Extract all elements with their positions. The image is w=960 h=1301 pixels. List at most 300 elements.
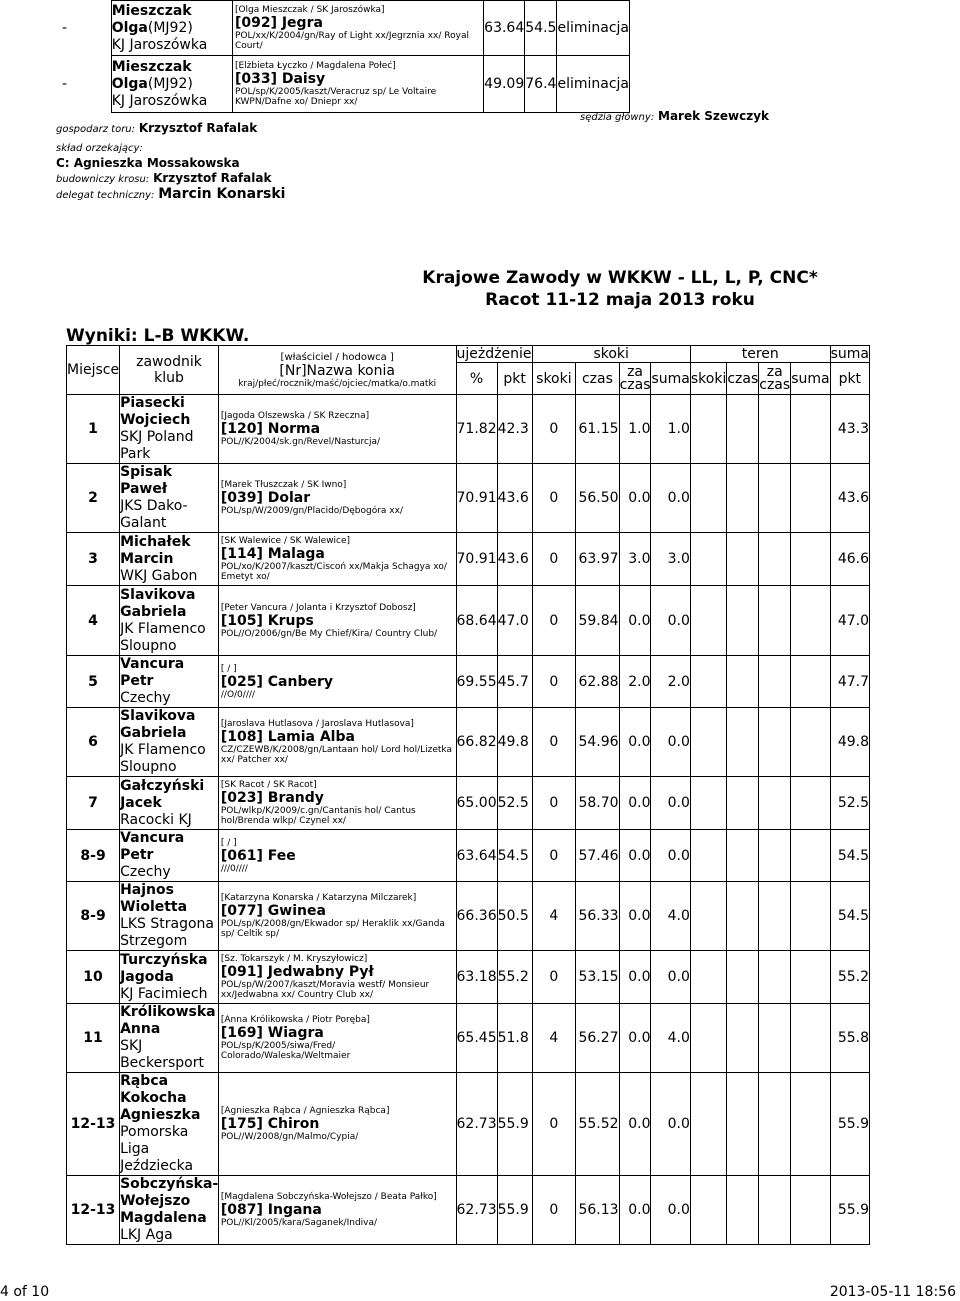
xc-time-pen — [759, 1176, 791, 1245]
jump-total: 4.0 — [651, 1004, 690, 1073]
rider-surname: Slavikova — [120, 586, 196, 603]
club: KJ Jaroszówka — [111, 36, 208, 53]
rider-surname: Hajnos — [120, 882, 174, 898]
horse-cell — [218, 1004, 456, 1073]
club: SKJ Poland Park — [120, 429, 194, 462]
horse-cell — [218, 951, 456, 1004]
jump-time-pen: 0.0 — [619, 464, 651, 533]
jump-total: 0.0 — [651, 708, 690, 777]
jump-time: 58.70 — [576, 777, 619, 830]
xc-time-pen — [759, 951, 791, 1004]
total-points: 46.6 — [830, 533, 869, 586]
place: 3 — [67, 533, 120, 586]
course-designer — [56, 121, 257, 135]
jump-time-pen: 1.0 — [619, 395, 651, 464]
jump-time-pen: 0.0 — [619, 586, 651, 656]
place: 11 — [67, 1004, 120, 1073]
jump-total: 1.0 — [651, 395, 690, 464]
jump-time: 56.50 — [576, 464, 619, 533]
dressage-pct: 68.64 — [456, 586, 497, 656]
rider-first: Paweł — [120, 481, 168, 497]
xc-time — [727, 586, 759, 656]
rider-first: Olga — [111, 19, 148, 36]
xc-time-pen — [759, 533, 791, 586]
xc-time — [727, 656, 759, 708]
rider-first: Magdalena — [120, 1210, 207, 1226]
xc-time-pen — [759, 1073, 791, 1176]
xc-total — [791, 830, 830, 882]
club: JKS Dako-Galant — [120, 498, 188, 531]
horse-cell — [218, 464, 456, 533]
horse-details: POL/xx/K/2004/gn/Ray of Light xx/Jegrznia xx/ Royal Court/ — [234, 31, 469, 51]
horse-details: POL//K/2004/sk.gn/Revel/Nasturcja/ — [220, 437, 380, 447]
horse-details: POL/sp/K/2008/gn/Ekwador sp/ Heraklik xx/Ganda sp/ Celtik sp/ — [220, 919, 445, 939]
rider-surname: Gałczyński — [120, 777, 205, 794]
xc-time — [727, 395, 759, 464]
xc-time — [727, 777, 759, 830]
rider-cell — [120, 951, 219, 1004]
owner: [ / ] — [220, 663, 237, 674]
horse-name: [169] Wiagra — [220, 1025, 324, 1041]
jump-total: 4.0 — [651, 882, 690, 951]
total-points: 43.6 — [830, 464, 869, 533]
place: 10 — [67, 951, 120, 1004]
rider-cell — [120, 777, 219, 830]
judge-name: Marek Szewczyk — [658, 109, 770, 123]
jump-time: 56.13 — [576, 1176, 619, 1245]
jump-time-pen: 0.0 — [619, 951, 651, 1004]
horse-name: [039] Dolar — [220, 490, 311, 506]
jump-faults: 0 — [532, 830, 576, 882]
horse-cell — [218, 830, 456, 882]
jump-faults: 0 — [532, 708, 576, 777]
header-xc: teren — [690, 346, 830, 363]
total-points: 55.9 — [830, 1073, 869, 1176]
rider-first: Jagoda — [120, 968, 174, 985]
jump-time-pen: 3.0 — [619, 533, 651, 586]
page-number: 4 of 10 — [0, 1284, 50, 1300]
club: Czechy — [120, 690, 171, 706]
xc-time-pen — [759, 464, 791, 533]
rider-cell — [120, 464, 219, 533]
rider-first: Wojciech — [120, 412, 191, 428]
xc-faults — [690, 830, 726, 882]
xc-total — [791, 708, 830, 777]
horse-name: [175] Chiron — [220, 1116, 320, 1132]
jump-time: 62.88 — [576, 656, 619, 708]
result-row — [67, 1176, 870, 1245]
jump-time-pen: 0.0 — [619, 882, 651, 951]
course-name: Krzysztof Rafalak — [138, 121, 258, 135]
club: JK Flamenco Sloupno — [120, 742, 206, 775]
xc-faults — [690, 777, 726, 830]
xc-faults — [690, 708, 726, 777]
dressage-pkt: 54.5 — [497, 830, 532, 882]
horse-name: [033] Daisy — [234, 71, 326, 87]
owner: [Elżbieta Łyczko / Magdalena Połeć] — [234, 61, 396, 71]
results-title: Wyniki: L-B WKKW. — [66, 326, 250, 346]
horse-details: POL/sp/K/2005/kaszt/Veracruz sp/ Le Voltaire KWPN/Dafne xo/ Dniepr xx/ — [234, 87, 437, 107]
jump-time: 63.97 — [576, 533, 619, 586]
xc-total — [791, 1176, 830, 1245]
horse-name: [061] Fee — [220, 847, 296, 864]
rider-surname: Michałek — [120, 533, 191, 550]
owner: [Agnieszka Rąbca / Agnieszka Rąbca] — [220, 1106, 390, 1116]
xc-time-pen — [759, 586, 791, 656]
dressage-pct: 71.82 — [456, 395, 497, 464]
jump-total: 0.0 — [651, 586, 690, 656]
rider-first: Jacek — [120, 794, 162, 811]
xc-total — [791, 533, 830, 586]
club: Czechy — [120, 864, 171, 880]
xc-time-pen — [759, 830, 791, 882]
panel-name: C: Agnieszka Mossakowska — [56, 156, 240, 170]
jump-total: 0.0 — [651, 1073, 690, 1176]
jump-total: 0.0 — [651, 830, 690, 882]
result-row — [67, 830, 870, 882]
horse-name: [077] Gwinea — [220, 903, 326, 919]
xc-time — [727, 708, 759, 777]
header-horse-name: [Nr]Nazwa konia — [279, 362, 395, 379]
horse-name: [120] Norma — [220, 421, 321, 437]
xc-total — [791, 777, 830, 830]
xc-total — [791, 464, 830, 533]
jump-total: 2.0 — [651, 656, 690, 708]
total-points: 54.5 — [830, 882, 869, 951]
result-row — [67, 464, 870, 533]
sub-czas: czas — [576, 363, 619, 395]
dressage-pkt: 47.0 — [497, 586, 532, 656]
rider-surname: Mieszczak — [111, 58, 192, 75]
owner: [Marek Tłuszczak / SK Iwno] — [220, 480, 347, 490]
result-row — [67, 882, 870, 951]
result-row — [67, 656, 870, 708]
xc-faults — [690, 656, 726, 708]
xc-faults — [690, 1004, 726, 1073]
horse-cell — [218, 1073, 456, 1176]
rider-first: Petr — [120, 673, 154, 689]
dressage-pct: 69.55 — [456, 656, 497, 708]
jump-faults: 0 — [532, 586, 576, 656]
pct: 49.09 — [484, 56, 525, 113]
rider-cell — [120, 882, 219, 951]
total-points: 55.2 — [830, 951, 869, 1004]
dressage-pct: 66.36 — [456, 882, 497, 951]
rider-first: Marcin — [120, 550, 174, 567]
xc-time — [727, 830, 759, 882]
owner: [Peter Vancura / Jolanta i Krzysztof Dobosz] — [220, 602, 416, 613]
horse-cell — [218, 708, 456, 777]
dressage-pkt: 43.6 — [497, 533, 532, 586]
course-label: gospodarz toru: — [56, 124, 136, 135]
jump-faults: 0 — [532, 395, 576, 464]
jump-total: 0.0 — [651, 951, 690, 1004]
jump-time-pen: 0.0 — [619, 830, 651, 882]
horse-details: ///0//// — [220, 863, 248, 874]
jump-time: 53.15 — [576, 951, 619, 1004]
header-club-label: klub — [154, 370, 184, 386]
club: Pomorska Liga Jeździecka — [120, 1124, 194, 1174]
dressage-pkt: 45.7 — [497, 656, 532, 708]
rider-first: Wioletta — [120, 899, 188, 915]
xc-faults — [690, 1073, 726, 1176]
owner: [SK Racot / SK Racot] — [220, 780, 317, 790]
owner: [Katarzyna Konarska / Katarzyna Milczarek] — [220, 893, 417, 903]
xc-time — [727, 1176, 759, 1245]
sub-t-czas: czas — [727, 363, 759, 395]
rider-first: Agnieszka — [120, 1107, 201, 1123]
jump-faults: 4 — [532, 882, 576, 951]
total-points: 47.7 — [830, 656, 869, 708]
jump-faults: 0 — [532, 1073, 576, 1176]
xc-faults — [690, 464, 726, 533]
result-row — [67, 777, 870, 830]
rider-surname: Rąbca Kokocha — [120, 1073, 187, 1106]
xc-faults — [690, 395, 726, 464]
horse-name: [091] Jedwabny Pył — [220, 964, 374, 980]
sub-suma: suma — [651, 363, 690, 395]
owner: [ / ] — [220, 837, 237, 848]
horse-name: [087] Ingana — [220, 1202, 322, 1218]
place: 8-9 — [67, 882, 120, 951]
results-table — [66, 345, 870, 1245]
club: KJ Facimiech — [120, 985, 208, 1002]
horse-cell — [232, 56, 483, 113]
top-row — [56, 1, 630, 56]
xc-time — [727, 1073, 759, 1176]
xc-total — [791, 951, 830, 1004]
header-details: kraj/płeć/rocznik/maść/ojciec/matka/o.matki — [238, 378, 437, 389]
horse-cell — [218, 1176, 456, 1245]
place: 5 — [67, 656, 120, 708]
horse-details: POL/sp/W/2007/kaszt/Moravia westf/ Monsieur xx/Jedwabna xx/ Country Club xx/ — [220, 980, 430, 1000]
header-rider — [120, 346, 219, 395]
xc-time-pen — [759, 882, 791, 951]
horse-cell — [218, 395, 456, 464]
sub-t-za-czas: za czas — [759, 363, 791, 393]
horse-name: [108] Lamia Alba — [220, 729, 355, 745]
club: SKJ Beckersport — [120, 1038, 204, 1071]
rider-surname: Piasecki — [120, 395, 185, 411]
result: eliminacja — [557, 56, 630, 113]
delegate-label: delegat techniczny: — [56, 190, 155, 201]
rider-surname: Sobczyńska-Wołejszo — [120, 1176, 219, 1209]
result-row — [67, 586, 870, 656]
jump-time: 56.33 — [576, 882, 619, 951]
jump-time: 59.84 — [576, 586, 619, 656]
xc-time — [727, 951, 759, 1004]
jump-time: 56.27 — [576, 1004, 619, 1073]
rider-cell — [111, 1, 232, 56]
builder-label: budowniczy krosu: — [56, 174, 150, 185]
top-table — [56, 0, 630, 113]
total-points: 52.5 — [830, 777, 869, 830]
header-place: Miejsce — [67, 346, 120, 395]
place-cell: - — [62, 76, 68, 92]
jump-total: 0.0 — [651, 464, 690, 533]
horse-details: POL//Kl/2005/kara/Saganek/Indiva/ — [220, 1218, 378, 1228]
jump-time-pen: 0.0 — [619, 1176, 651, 1245]
owner: [Anna Królikowska / Piotr Poręba] — [220, 1015, 370, 1025]
rider-surname: Królikowska — [120, 1004, 216, 1020]
header-total: suma — [830, 346, 869, 362]
club: KJ Jaroszówka — [111, 92, 208, 109]
header-horse — [218, 346, 456, 395]
xc-time — [727, 464, 759, 533]
rider-surname: Vancura — [120, 830, 185, 846]
xc-time-pen — [759, 1004, 791, 1073]
xc-time — [727, 882, 759, 951]
club: WKJ Gabon — [120, 567, 198, 584]
rider-surname: Mieszczak — [111, 2, 192, 19]
xc-total — [791, 656, 830, 708]
owner: [Sz. Tokarszyk / M. Kryszyłowicz] — [220, 954, 368, 964]
dressage-pkt: 51.8 — [497, 1004, 532, 1073]
dressage-pct: 63.18 — [456, 951, 497, 1004]
club: LKS Stragona Strzegom — [120, 916, 215, 949]
horse-name: [092] Jegra — [234, 15, 323, 31]
sub-pct: % — [456, 363, 497, 395]
timestamp: 2013-05-11 18:56 — [829, 1284, 956, 1300]
horse-details: POL/sp/K/2005/siwa/Fred/ Colorado/Waleska/Weltmaier — [220, 1041, 351, 1061]
place: 1 — [67, 395, 120, 464]
dressage-pct: 70.91 — [456, 464, 497, 533]
club: Racocki KJ — [120, 811, 192, 828]
rider-first: Petr — [120, 847, 154, 863]
xc-time-pen — [759, 777, 791, 830]
jump-time-pen: 0.0 — [619, 1004, 651, 1073]
place-cell: - — [62, 20, 68, 36]
club: LKJ Aga — [120, 1227, 173, 1243]
owner: [Jaroslava Hutlasova / Jaroslava Hutlasova] — [220, 719, 414, 729]
rider-cell — [120, 586, 219, 656]
xc-time-pen — [759, 395, 791, 464]
xc-time — [727, 533, 759, 586]
jump-time: 54.96 — [576, 708, 619, 777]
jump-time-pen: 0.0 — [619, 708, 651, 777]
jump-time: 55.52 — [576, 1073, 619, 1176]
xc-faults — [690, 882, 726, 951]
xc-time-pen — [759, 708, 791, 777]
result-row — [67, 395, 870, 464]
jump-faults: 0 — [532, 1176, 576, 1245]
horse-details: POL/xo/K/2007/kaszt/Ciscoń xx/Makja Schagya xo/ Emetyt xo/ — [220, 562, 447, 582]
xc-faults — [690, 586, 726, 656]
pct: 63.64 — [484, 1, 525, 56]
jump-total: 0.0 — [651, 777, 690, 830]
dressage-pct: 70.91 — [456, 533, 497, 586]
sub-total-pkt: pkt — [830, 363, 869, 395]
jump-faults: 0 — [532, 464, 576, 533]
rider-suffix: (MJ92) — [147, 19, 193, 36]
xc-total — [791, 1073, 830, 1176]
result: eliminacja — [557, 1, 630, 56]
result-row — [67, 533, 870, 586]
header-jumping: skoki — [532, 346, 690, 363]
rider-cell — [120, 533, 219, 586]
event-title: Krajowe Zawody w WKKW - LL, L, P, CNC* — [422, 268, 818, 288]
horse-cell — [218, 777, 456, 830]
chief-judge — [580, 109, 769, 123]
jump-time-pen: 0.0 — [619, 777, 651, 830]
jump-total: 3.0 — [651, 533, 690, 586]
header-rider-label: zawodnik — [136, 354, 202, 370]
jump-time-pen: 2.0 — [619, 656, 651, 708]
total-points: 54.5 — [830, 830, 869, 882]
dressage-pct: 65.45 — [456, 1004, 497, 1073]
result-row — [67, 1004, 870, 1073]
rider-cell — [111, 56, 232, 113]
jump-faults: 0 — [532, 533, 576, 586]
delegate-name: Marcin Konarski — [158, 186, 286, 202]
horse-cell — [218, 533, 456, 586]
dressage-pct: 63.64 — [456, 830, 497, 882]
result-row — [67, 1073, 870, 1176]
horse-details: POL/wlkp/K/2009/c.gn/Cantanis hol/ Cantus hol/Brenda wlkp/ Czynel xx/ — [220, 806, 416, 826]
rider-surname: Spisak — [120, 464, 173, 480]
total-points: 43.3 — [830, 395, 869, 464]
rider-surname: Turczyńska — [120, 951, 208, 968]
dressage-pct: 66.82 — [456, 708, 497, 777]
xc-faults — [690, 1176, 726, 1245]
horse-cell — [218, 586, 456, 656]
jump-faults: 4 — [532, 1004, 576, 1073]
dressage-pkt: 43.6 — [497, 464, 532, 533]
xc-faults — [690, 951, 726, 1004]
sub-pkt: pkt — [497, 363, 532, 395]
judge-label: sędzia główny: — [580, 112, 655, 123]
rider-cell — [120, 395, 219, 464]
builder-name: Krzysztof Rafalak — [153, 171, 272, 185]
panel-label: skład orzekający: — [56, 143, 143, 154]
rider-first: Gabriela — [120, 725, 187, 741]
sub-t-skoki: skoki — [690, 363, 726, 395]
owner: [Magdalena Sobczyńska-Wołejszo / Beata Pałko] — [220, 1192, 437, 1202]
horse-details: POL/sp/W/2009/gn/Placido/Dębogóra xx/ — [220, 506, 403, 516]
xc-total — [791, 586, 830, 656]
club: JK Flamenco Sloupno — [120, 620, 206, 654]
place: 7 — [67, 777, 120, 830]
dressage-pkt: 42.3 — [497, 395, 532, 464]
rider-first: Gabriela — [120, 603, 187, 620]
dressage-pct: 62.73 — [456, 1073, 497, 1176]
horse-details: //O/0//// — [220, 689, 255, 700]
header-dressage: ujeżdżenie — [456, 346, 532, 362]
rider-cell — [120, 830, 219, 882]
xc-total — [791, 882, 830, 951]
header-owner: [właściciel / hodowca ] — [280, 351, 394, 363]
horse-name: [023] Brandy — [220, 790, 324, 806]
rider-cell — [120, 656, 219, 708]
dressage-pkt: 55.2 — [497, 951, 532, 1004]
rider-cell — [120, 1176, 219, 1245]
jump-faults: 0 — [532, 777, 576, 830]
xc-faults — [690, 533, 726, 586]
total-points: 55.8 — [830, 1004, 869, 1073]
jump-time: 57.46 — [576, 830, 619, 882]
owner: [Jagoda Olszewska / SK Rzeczna] — [220, 411, 370, 421]
total-points: 49.8 — [830, 708, 869, 777]
horse-details: POL//W/2008/gn/Malmo/Cypia/ — [220, 1132, 359, 1142]
rider-cell — [120, 1073, 219, 1176]
xc-total — [791, 395, 830, 464]
owner: [Olga Mieszczak / SK Jaroszówka] — [234, 5, 385, 15]
pkt: 76.4 — [525, 56, 557, 113]
xc-time — [727, 1004, 759, 1073]
dressage-pkt: 52.5 — [497, 777, 532, 830]
horse-cell — [218, 656, 456, 708]
sub-skoki: skoki — [532, 363, 576, 395]
